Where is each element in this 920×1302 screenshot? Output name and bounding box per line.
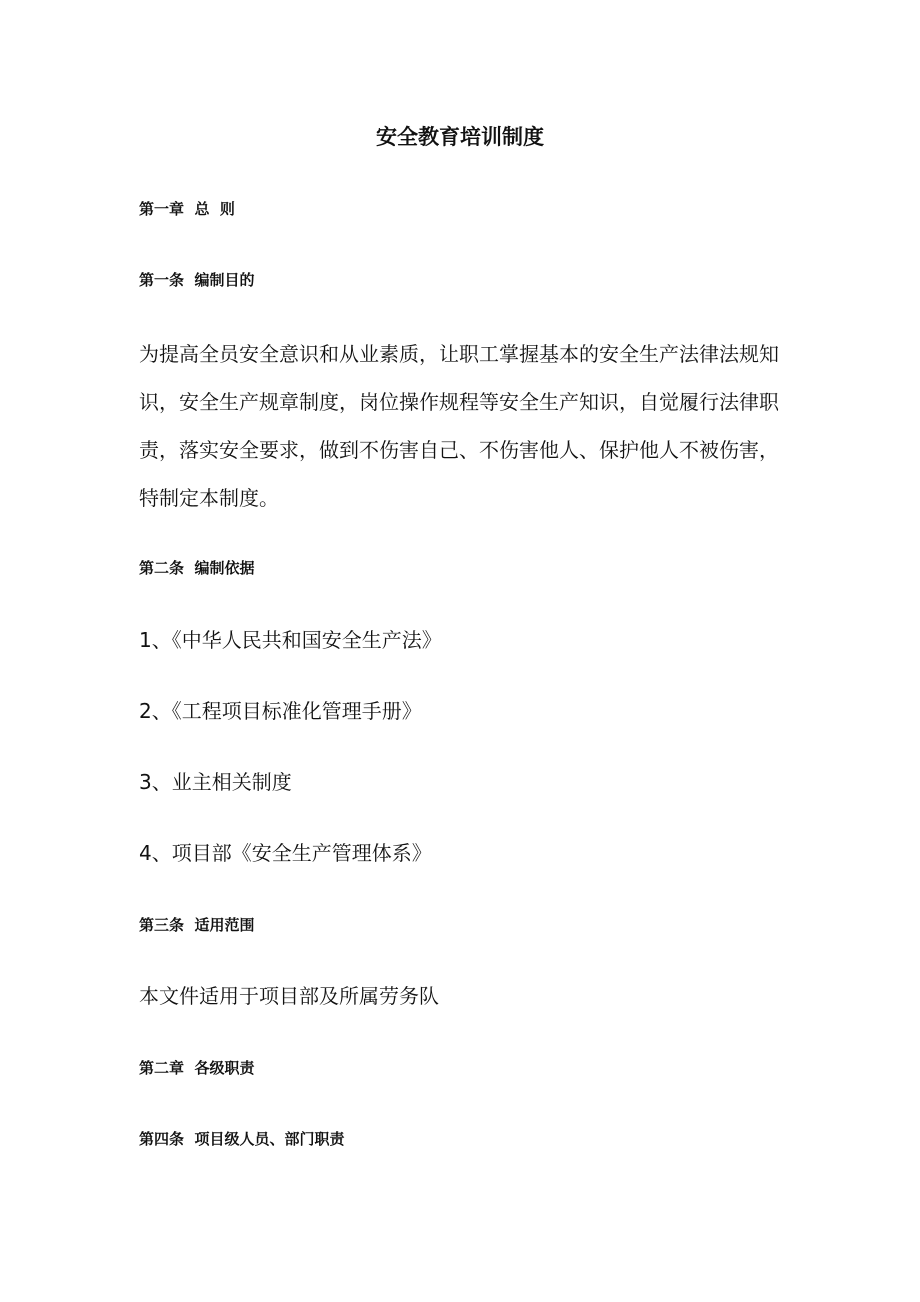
- chapter-1-heading: 第一章 总 则: [139, 200, 235, 218]
- article-2-heading: 第二条 编制依据: [139, 559, 255, 577]
- article-1-heading: 第一条 编制目的: [139, 271, 255, 289]
- basis-item-1: 1、《中华人民共和国安全生产法》: [139, 628, 442, 652]
- article-4-heading: 第四条 项目级人员、部门职责: [139, 1130, 345, 1148]
- article-1-paragraph: 为提高全员安全意识和从业素质，让职工掌握基本的安全生产法律法规知识，安全生产规章制度，岗位操作规程等安全生产知识，自觉履行法律职责，落实安全要求，做到不伤害自己、不伤害他人、保护他人不被伤害，特制定本制度。: [139, 342, 779, 510]
- chapter-2-heading: 第二章 各级职责: [139, 1059, 255, 1077]
- document-title: 安全教育培训制度: [376, 125, 544, 149]
- article-3-heading: 第三条 适用范围: [139, 916, 255, 934]
- article-3-paragraph: 本文件适用于项目部及所属劳务队: [139, 984, 439, 1008]
- basis-item-3: 3、业主相关制度: [139, 770, 292, 794]
- basis-item-4: 4、项目部《安全生产管理体系》: [139, 841, 432, 865]
- basis-item-2: 2、《工程项目标准化管理手册》: [139, 699, 422, 723]
